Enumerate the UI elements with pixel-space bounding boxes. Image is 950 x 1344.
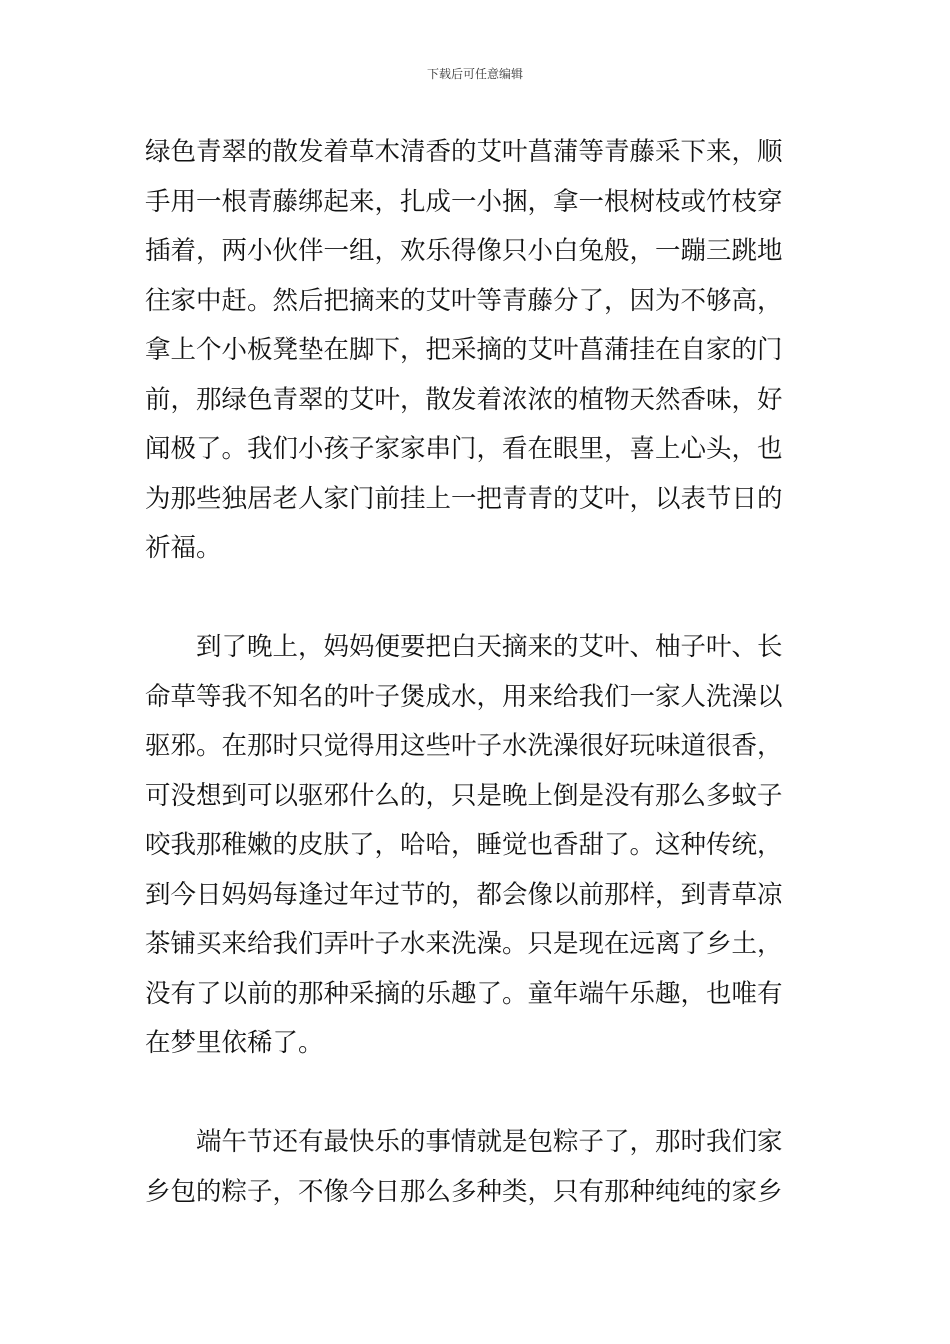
text-line: 到了晚上，妈妈便要把白天摘来的艾叶、柚子叶、长 <box>196 632 783 662</box>
text-line: 端午节还有最快乐的事情就是包粽子了，那时我们家 <box>196 1127 783 1157</box>
text-line: 插着，两小伙伴一组，欢乐得像只小白兔般，一蹦三跳地 <box>145 236 783 266</box>
paragraph-gap <box>145 574 810 624</box>
text-line: 为那些独居老人家门前挂上一把青青的艾叶，以表节日的 <box>145 483 783 514</box>
text-line: 到今日妈妈每逢过年过节的，都会像以前那样，到青草凉 <box>145 879 783 910</box>
page-header: 下载后可任意编辑 <box>426 67 523 81</box>
text-line: 可没想到可以驱邪什么的，只是晚上倒是没有那么多蚊子 <box>145 780 783 811</box>
text-line: 茶铺买来给我们弄叶子水来洗澡。只是现在远离了乡土， <box>145 929 783 959</box>
text-line: 祈福。 <box>145 533 222 563</box>
text-line: 绿色青翠的散发着草木清香的艾叶菖蒲等青藤采下来，顺 <box>145 137 783 167</box>
text-line: 驱邪。在那时只觉得用这些叶子水洗澡很好玩味道很香， <box>145 731 783 761</box>
text-line: 闻极了。我们小孩子家家串门，看在眼里，喜上心头，也 <box>145 434 783 464</box>
paragraph-3 <box>145 1118 810 1217</box>
text-line: 往家中赶。然后把摘来的艾叶等青藤分了，因为不够高， <box>145 285 783 316</box>
text-line: 在梦里依稀了。 <box>145 1028 324 1058</box>
text-line: 手用一根青藤绑起来，扎成一小捆，拿一根树枝或竹枝穿 <box>145 186 783 217</box>
paragraph-gap <box>145 1069 810 1119</box>
paragraph-1 <box>145 128 810 574</box>
text-line: 命草等我不知名的叶子煲成水，用来给我们一家人洗澡以 <box>145 681 783 712</box>
text-line: 乡包的粽子，不像今日那么多种类，只有那种纯纯的家乡 <box>145 1176 783 1207</box>
text-line: 拿上个小板凳垫在脚下，把采摘的艾叶菖蒲挂在自家的门 <box>145 335 783 365</box>
text-line: 没有了以前的那种采摘的乐趣了。童年端午乐趣，也唯有 <box>145 978 783 1009</box>
text-line: 咬我那稚嫩的皮肤了，哈哈，睡觉也香甜了。这种传统， <box>145 830 783 860</box>
paragraph-2 <box>145 623 810 1069</box>
document-body <box>145 128 810 1217</box>
text-line: 前，那绿色青翠的艾叶，散发着浓浓的植物天然香味，好 <box>145 384 783 415</box>
